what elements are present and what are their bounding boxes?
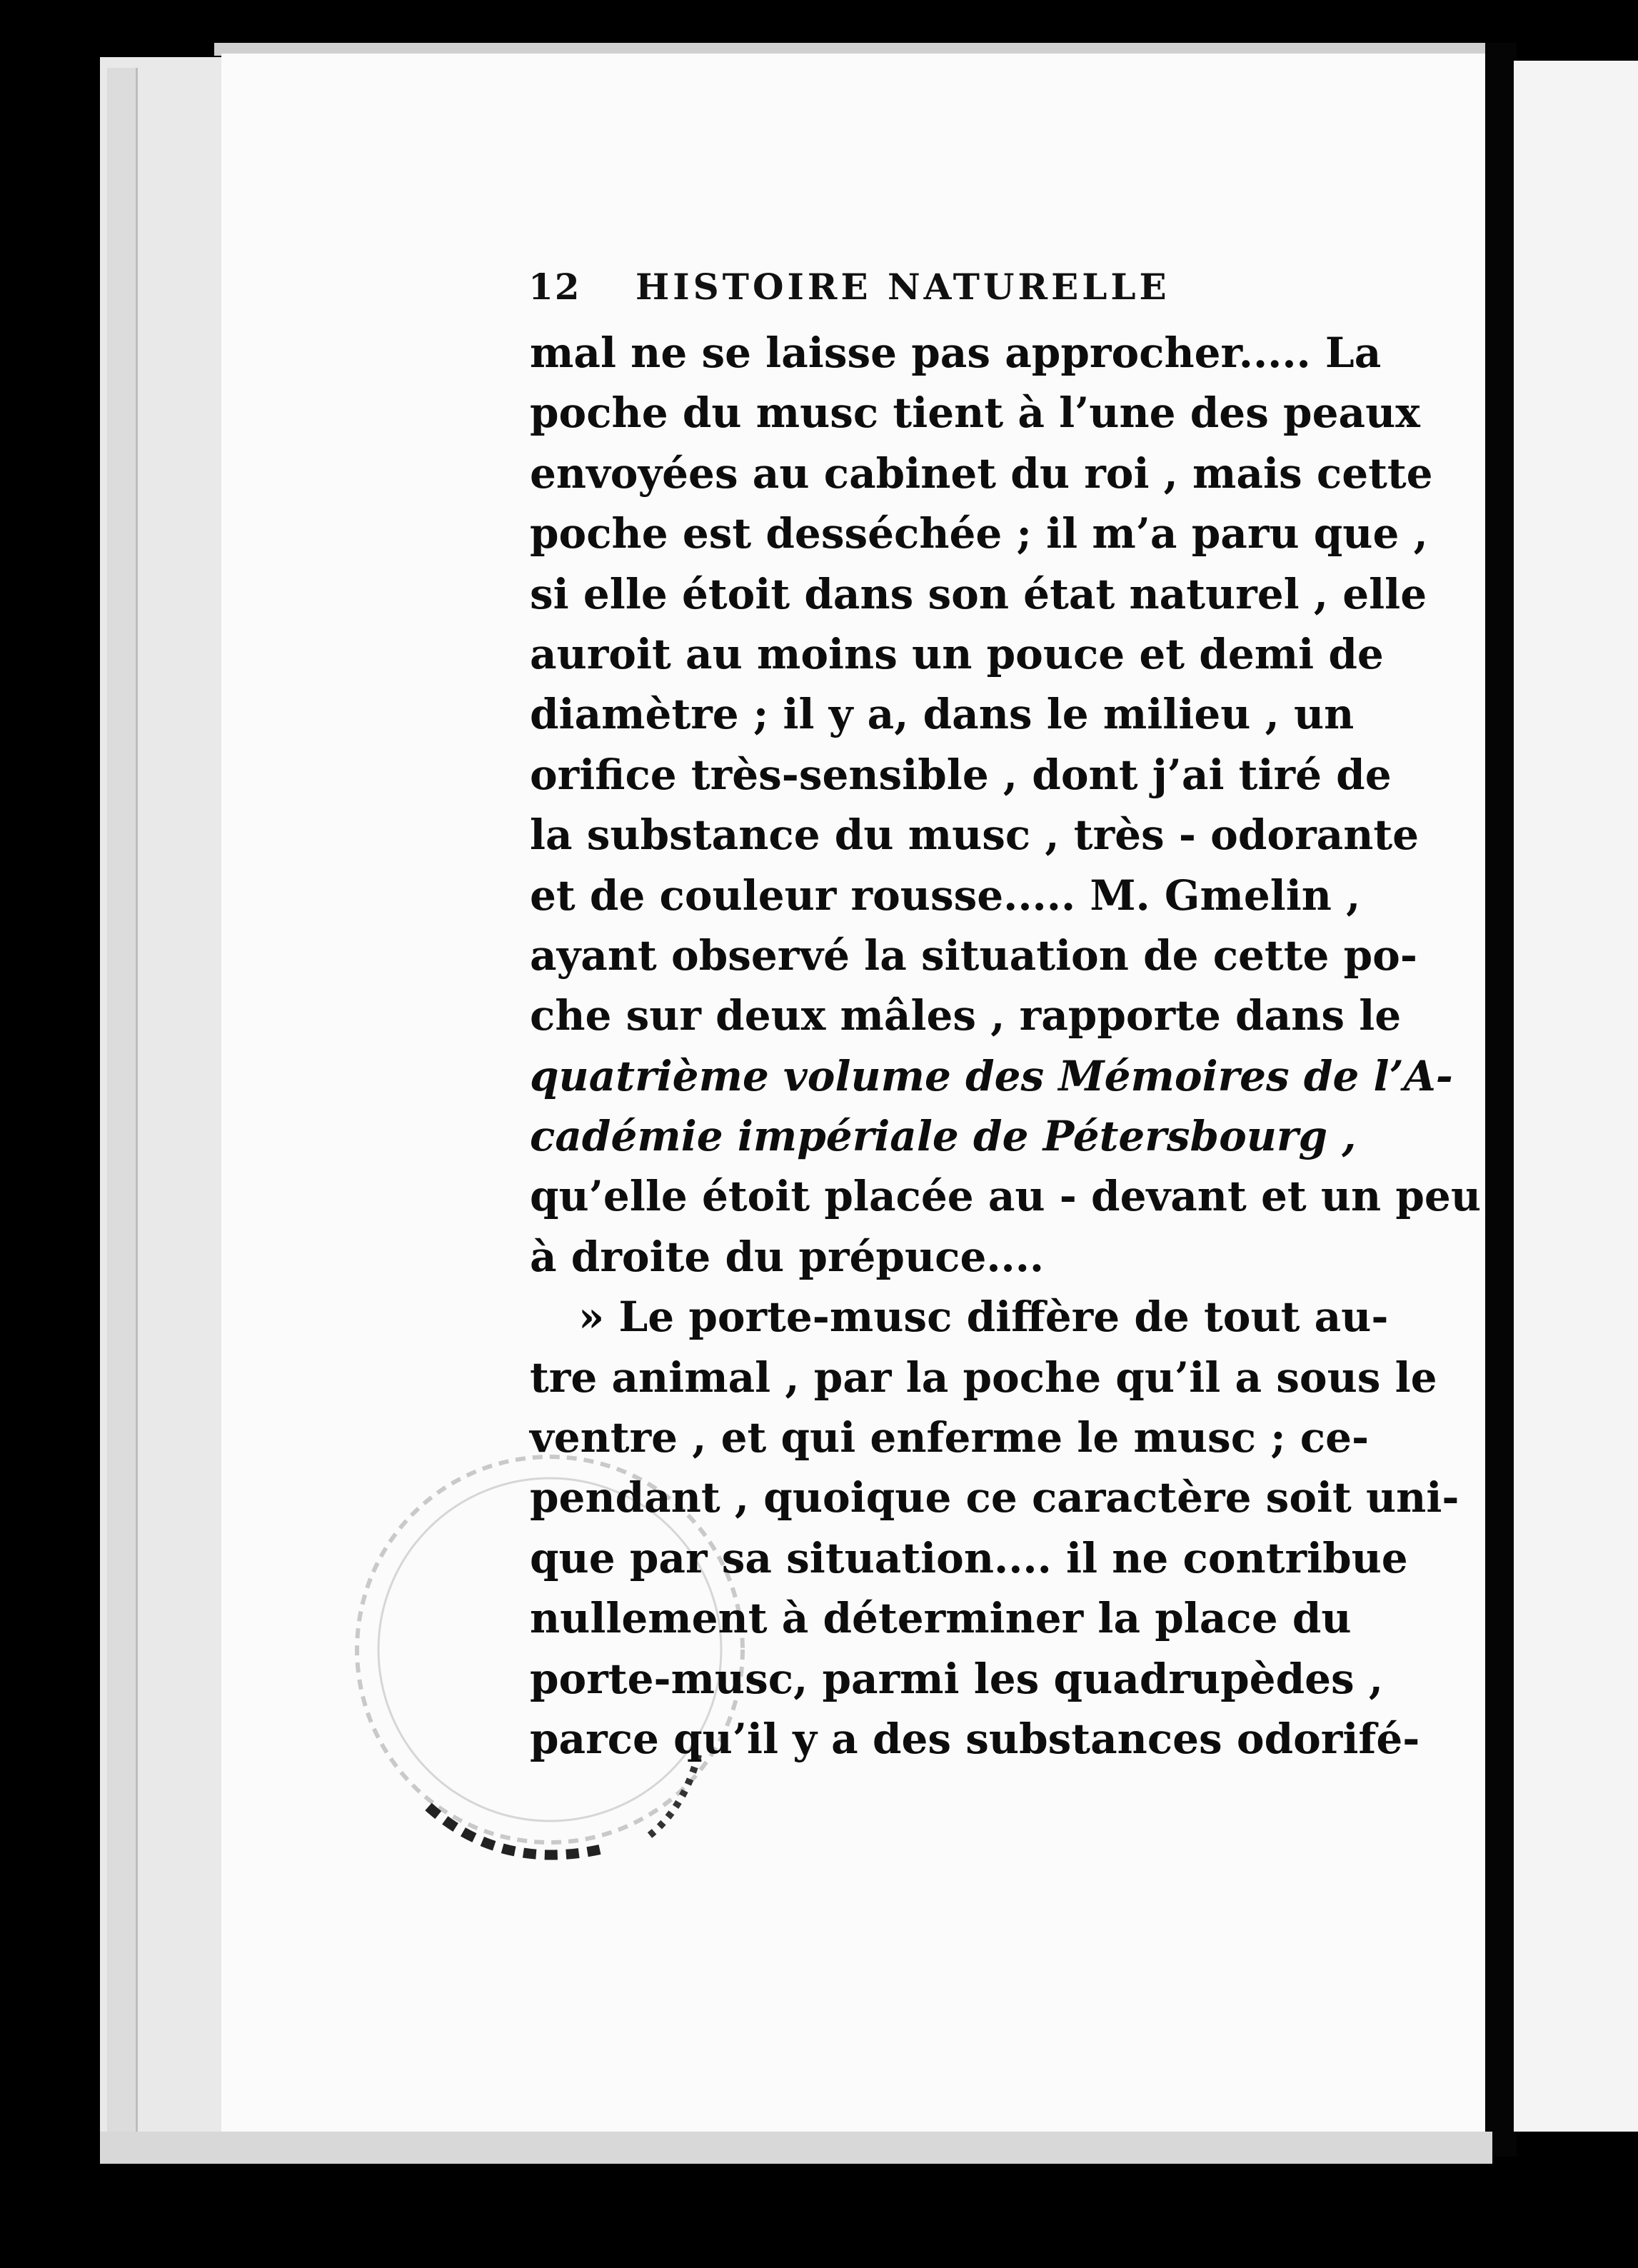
text-line: quatrième volume des Mémoires de l’A- bbox=[530, 1051, 1453, 1100]
text-line: tre animal , par la poche qu’il a sous le bbox=[530, 1353, 1437, 1402]
left-deckle-edge bbox=[107, 68, 138, 2146]
text-line: poche du musc tient à l’une des peaux bbox=[530, 388, 1420, 438]
next-page-sliver bbox=[1514, 61, 1638, 2132]
text-line: orifice très-sensible , dont j’ai tiré de bbox=[530, 750, 1392, 799]
text-line: et de couleur rousse..... M. Gmelin , bbox=[530, 870, 1361, 920]
text-line: auroit au moins un pouce et demi de bbox=[530, 629, 1384, 678]
bottom-deckle-edge bbox=[100, 2132, 1492, 2164]
text-line: envoyées au cabinet du roi , mais cette bbox=[530, 448, 1433, 498]
text-line: ayant observé la situation de cette po- bbox=[530, 930, 1417, 980]
text-line: » Le porte-musc diffère de tout au- bbox=[578, 1293, 1389, 1342]
gutter-fold bbox=[1485, 43, 1517, 2157]
text-line: qu’elle étoit placée au - devant et un peu bbox=[530, 1172, 1481, 1221]
text-line: à droite du prépuce.... bbox=[530, 1232, 1045, 1281]
text-line: mal ne se laisse pas approcher..... La bbox=[530, 328, 1382, 377]
text-line: che sur deux mâles , rapporte dans le bbox=[530, 991, 1402, 1040]
text-line: la substance du musc , très - odorante bbox=[530, 811, 1420, 860]
text-line: nullement à déterminer la place du bbox=[530, 1594, 1352, 1643]
text-line: ventre , et qui enferme le musc ; ce- bbox=[530, 1413, 1370, 1462]
running-title: HISTOIRE NATURELLE bbox=[635, 266, 1170, 308]
text-line: porte-musc, parmi les quadrupèdes , bbox=[530, 1654, 1384, 1703]
running-header bbox=[528, 266, 1335, 316]
body-text bbox=[530, 323, 1481, 1769]
text-line: diamètre ; il y a, dans le milieu , un bbox=[530, 690, 1355, 739]
text-line: cadémie impériale de Pétersbourg , bbox=[530, 1112, 1357, 1161]
text-line: poche est desséchée ; il m’a paru que , bbox=[530, 509, 1428, 558]
text-line: parce qu’il y a des substances odorifé- bbox=[530, 1714, 1420, 1763]
text-line: pendant , quoique ce caractère soit uni- bbox=[530, 1473, 1459, 1522]
page-number: 12 bbox=[528, 266, 581, 308]
text-line: si elle étoit dans son état naturel , elle bbox=[530, 569, 1427, 618]
text-line: que par sa situation.... il ne contribue bbox=[530, 1533, 1408, 1582]
